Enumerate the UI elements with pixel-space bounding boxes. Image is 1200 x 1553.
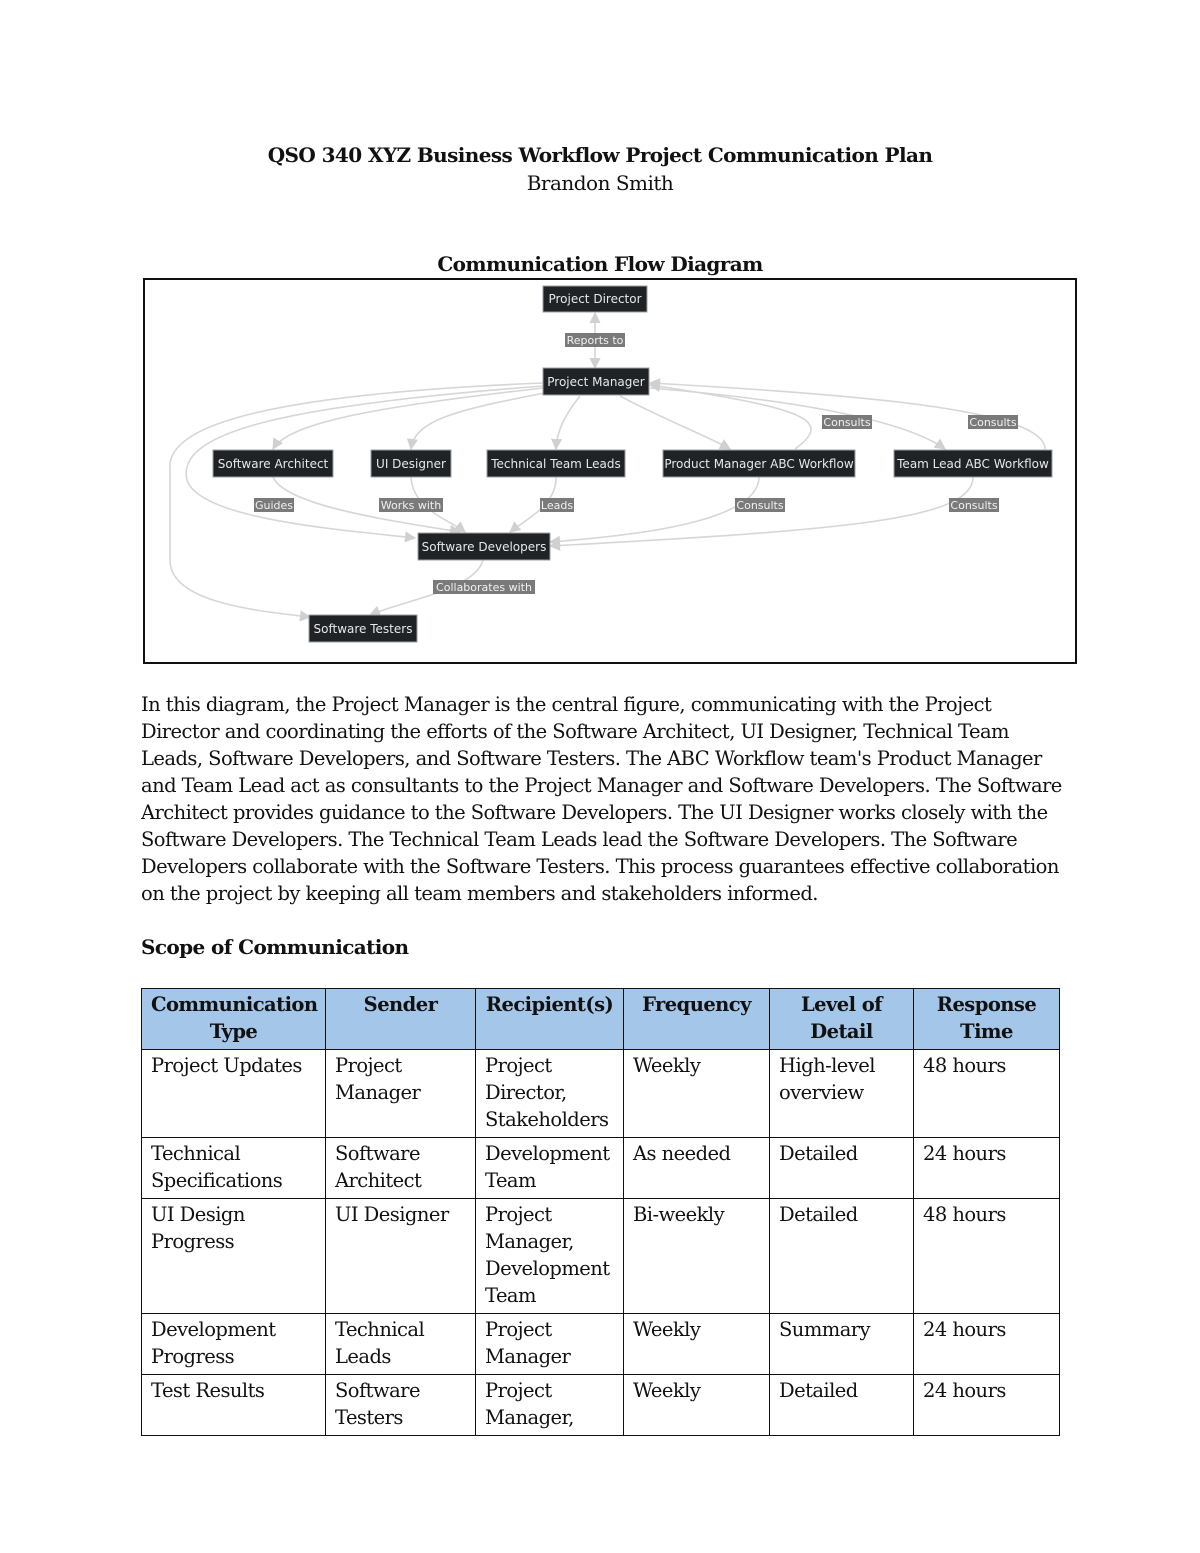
table-cell: 24 hours <box>914 1314 1060 1375</box>
diagram-heading: Communication Flow Diagram <box>437 252 763 276</box>
label-consults-pm-2: Consults <box>969 416 1017 429</box>
svg-text:Project Manager: Project Manager <box>547 375 645 389</box>
table-cell: As needed <box>624 1138 770 1199</box>
table-cell: Project Manager, Development Team <box>476 1199 624 1314</box>
table-cell: UI Designer <box>326 1199 476 1314</box>
table-cell: Test Results <box>142 1375 326 1436</box>
node-software-architect <box>213 450 333 477</box>
svg-text:Software Developers: Software Developers <box>421 540 547 554</box>
label-reports-to: Reports to <box>566 334 624 347</box>
table-cell: Project Manager, <box>476 1375 624 1436</box>
table-cell: Summary <box>770 1314 914 1375</box>
document-title: QSO 340 XYZ Business Workflow Project Communication Plan <box>267 143 933 167</box>
table-cell: Development Progress <box>142 1314 326 1375</box>
node-team-lead-abc <box>894 450 1052 477</box>
node-project-manager <box>543 368 649 395</box>
table-cell: Software Testers <box>326 1375 476 1436</box>
table-row <box>142 1199 1060 1314</box>
label-collaborates-with: Collaborates with <box>436 581 532 594</box>
table-cell: Detailed <box>770 1138 914 1199</box>
svg-text:Project Director: Project Director <box>548 292 642 306</box>
table-header-row <box>142 989 1060 1050</box>
table-cell: Project Director, Stakeholders <box>476 1050 624 1138</box>
table-row <box>142 1138 1060 1199</box>
edge-manager-tech <box>556 396 580 449</box>
table-cell: Weekly <box>624 1375 770 1436</box>
svg-text:Team Lead ABC Workflow: Team Lead ABC Workflow <box>897 457 1049 471</box>
svg-text:UI Designer: UI Designer <box>376 457 446 471</box>
table-cell: Bi-weekly <box>624 1199 770 1314</box>
table-cell: Weekly <box>624 1050 770 1138</box>
svg-text:Technical Team Leads: Technical Team Leads <box>491 457 621 471</box>
label-consults-dev-2: Consults <box>950 499 998 512</box>
column-header: Frequency <box>624 989 770 1050</box>
table-cell: Detailed <box>770 1375 914 1436</box>
table-cell: Project Manager <box>326 1050 476 1138</box>
edge-manager-pm <box>620 396 730 449</box>
table-row <box>142 1375 1060 1436</box>
column-header: Level of Detail <box>770 989 914 1050</box>
table-cell: Technical Leads <box>326 1314 476 1375</box>
svg-text:Software Testers: Software Testers <box>313 622 413 636</box>
column-header: Sender <box>326 989 476 1050</box>
label-guides: Guides <box>254 499 294 512</box>
table-cell: 48 hours <box>914 1050 1060 1138</box>
edge-manager-architect <box>273 388 543 449</box>
scope-heading: Scope of Communication <box>141 935 409 959</box>
author-name: Brandon Smith <box>526 171 674 195</box>
table-cell: Detailed <box>770 1199 914 1314</box>
table-row <box>142 1050 1060 1138</box>
label-leads: Leads <box>540 499 574 512</box>
node-software-testers <box>309 615 417 642</box>
edge-manager-tl <box>650 388 945 449</box>
table-cell: Technical Specifications <box>142 1138 326 1199</box>
table-row <box>142 1314 1060 1375</box>
table-cell: Project Updates <box>142 1050 326 1138</box>
label-consults-pm-1: Consults <box>823 416 871 429</box>
table-cell: Development Team <box>476 1138 624 1199</box>
node-technical-team-leads <box>487 450 625 477</box>
table-cell: 48 hours <box>914 1199 1060 1314</box>
diagram-svg <box>145 280 1075 662</box>
label-consults-dev-1: Consults <box>736 499 784 512</box>
table-cell: 24 hours <box>914 1375 1060 1436</box>
scope-table <box>141 988 1060 1436</box>
edge-pm-developers <box>550 477 759 542</box>
node-product-manager-abc <box>663 450 855 477</box>
node-ui-designer <box>371 450 451 477</box>
diagram-description: In this diagram, the Project Manager is the central figure, communicating with the Project Director and coordinating the efforts of the Software Architect, UI Designer, Technical Team Leads, Software Developers, and Software Testers. The ABC Workflow team's Product Manager and Team Lead act as consultants to the Project Manager and Software Developers. The Software Architect provides guidance to the Software Developers. The UI Designer works closely with the Software Developers. The Technical Team Leads lead the Software Developers. The Software Developers collaborate with the Software Testers. This process guarantees effective collaboration on the project by keeping all team members and stakeholders informed. <box>141 693 1062 905</box>
table-cell: Software Architect <box>326 1138 476 1199</box>
label-works-with: Works with <box>380 499 442 512</box>
table-cell: 24 hours <box>914 1138 1060 1199</box>
node-software-developers <box>418 533 550 560</box>
diagram-nodes <box>213 286 1052 642</box>
svg-text:Software Architect: Software Architect <box>217 457 329 471</box>
edge-pm-consults-manager <box>650 385 811 449</box>
column-header: Recipient(s) <box>476 989 624 1050</box>
table-cell: Weekly <box>624 1314 770 1375</box>
column-header: Response Time <box>914 989 1060 1050</box>
svg-text:Product Manager ABC Workflow: Product Manager ABC Workflow <box>664 457 854 471</box>
communication-flow-diagram <box>143 278 1077 664</box>
table-cell: UI Design Progress <box>142 1199 326 1314</box>
column-header: Communication Type <box>142 989 326 1050</box>
table-cell: High-level overview <box>770 1050 914 1138</box>
table-cell: Project Manager <box>476 1314 624 1375</box>
edge-manager-ui <box>411 392 550 449</box>
node-project-director <box>543 286 647 312</box>
